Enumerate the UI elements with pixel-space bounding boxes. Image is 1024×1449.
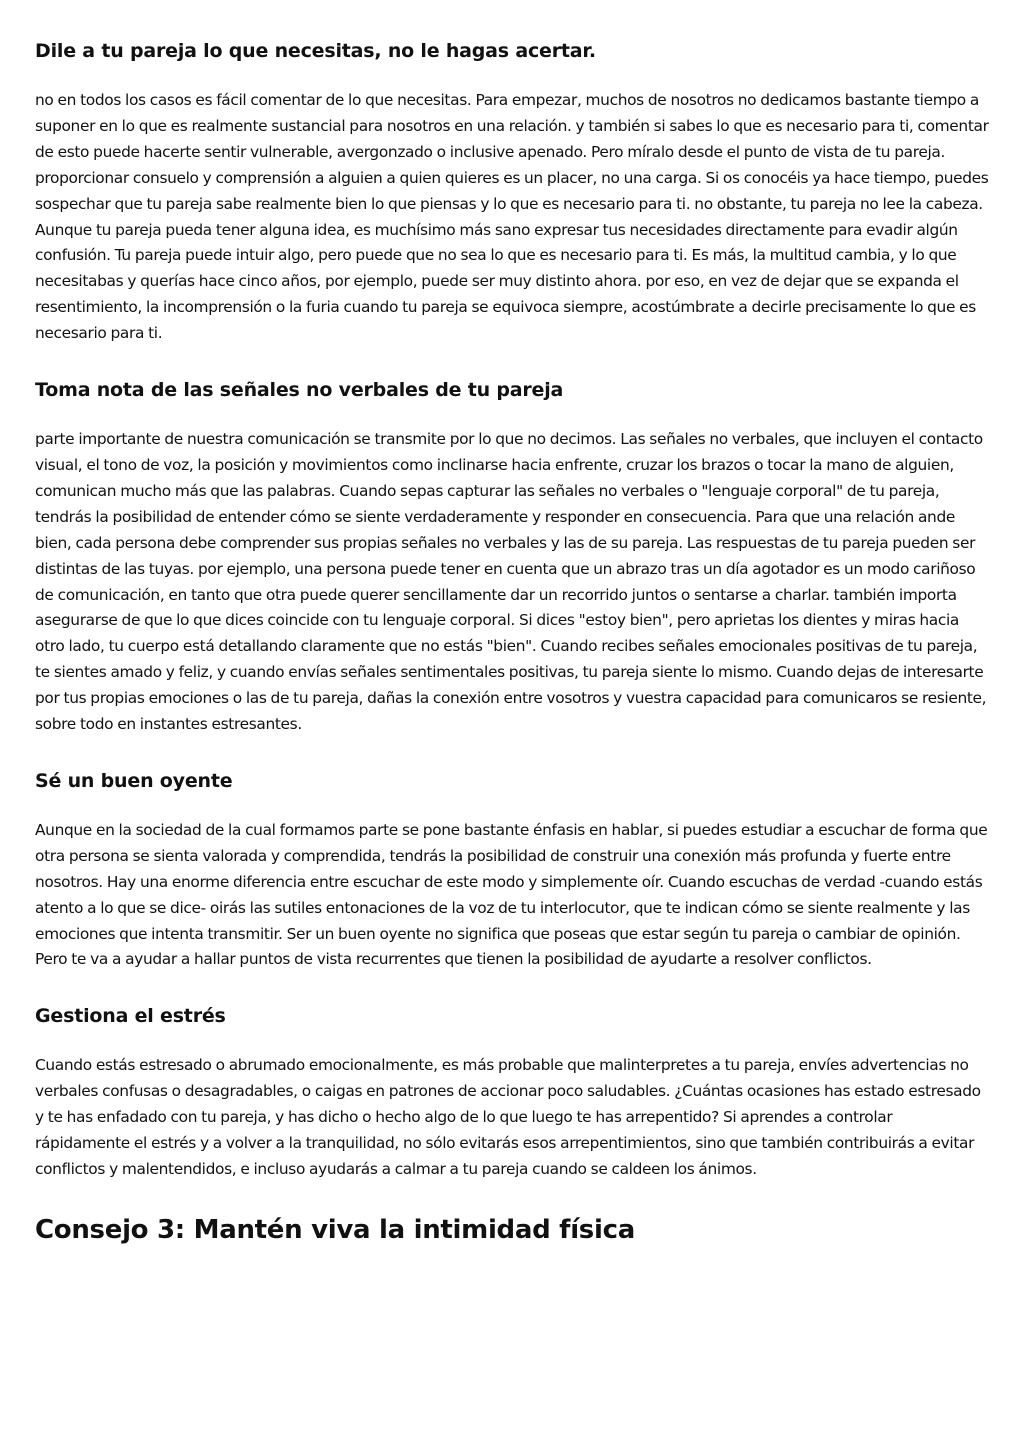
section-manage-stress [35, 1003, 990, 1183]
section-body: no en todos los casos es fácil comentar de lo que necesitas. Para empezar, muchos de nosotros no dedicamos bastante tiempo a suponer en lo que es realmente sustancial para nosotros en una relación. y también si sabes lo que es necesario para ti, comentar de esto puede hacerte sentir vulnerable, avergonzado o inclusive apenado. Pero míralo desde el punto de vista de tu pareja. proporcionar consuelo y comprensión a alguien a quien quieres es un placer, no una carga. Si os conocéis ya hace tiempo, puedes sospechar que tu pareja sabe realmente bien lo que piensas y lo que es necesario para ti. no obstante, tu pareja no lee la cabeza. Aunque tu pareja pueda tener alguna idea, es muchísimo más sano expresar tus necesidades directamente para evadir algún confusión. Tu pareja puede intuir algo, pero puede que no sea lo que es necesario para ti. Es más, la multitud cambia, y lo que necesitabas y querías hace cinco años, por ejemplo, puede ser muy distinto ahora. por eso, en vez de dejar que se expanda el resentimiento, la incomprensión o la furia cuando tu pareja se equivoca siempre, acostúmbrate a decirle precisamente lo que es necesario para ti. [35, 91, 989, 343]
section-heading: Gestiona el estrés [35, 1005, 226, 1028]
section-nonverbal-signals [35, 377, 990, 738]
section-heading: Sé un buen oyente [35, 769, 233, 792]
section-communicate-needs [35, 38, 990, 347]
section-heading: Dile a tu pareja lo que necesitas, no le hagas acertar. [35, 40, 596, 62]
section-good-listener [35, 768, 990, 973]
section-heading: Toma nota de las señales no verbales de tu pareja [35, 379, 564, 402]
tip-3-heading: Consejo 3: Mantén viva la intimidad física [35, 1214, 635, 1245]
section-body: parte importante de nuestra comunicación se transmite por lo que no decimos. Las señales no verbales, que incluyen el contacto visual, el tono de voz, la posición y movimientos como inclinarse hacia enfrente, cruzar los brazos o tocar la mano de alguien, comunican mucho más que las palabras. Cuando sepas capturar las señales no verbales o "lenguaje corporal" de tu pareja, tendrás la posibilidad de entender cómo se siente verdaderamente y responder en consecuencia. Para que una relación ande bien, cada persona debe comprender sus propias señales no verbales y las de su pareja. Las respuestas de tu pareja pueden ser distintas de las tuyas. por ejemplo, una persona puede tener en cuenta que un abrazo tras un día agotador es un modo cariñoso de comunicación, en tanto que otra puede querer sencillamente dar un recorrido juntos o sentarse a charlar. también importa asegurarse de que lo que dices coincide con tu lenguaje corporal. Si dices "estoy bien", pero aprietas los dientes y miras hacia otro lado, tu cuerpo está detallando claramente que no estás "bien". Cuando recibes señales emocionales positivas de tu pareja, te sientes amado y feliz, y cuando envías señales sentimentales positivas, tu pareja siente lo mismo. Cuando dejas de interesarte por tus propias emociones o las de tu pareja, dañas la conexión entre vosotros y vuestra capacidad para comunicaros se resiente, sobre todo en instantes estresantes. [35, 430, 987, 734]
article [35, 38, 990, 1247]
section-body: Cuando estás estresado o abrumado emocionalmente, es más probable que malinterpretes a tu pareja, envíes advertencias no verbales confusas o desagradables, o caigas en patrones de accionar poco saludables. ¿Cuántas ocasiones has estado estresado y te has enfadado con tu pareja, y has dicho o hecho algo de lo que luego te has arrepentido? Si aprendes a controlar rápidamente el estrés y a volver a la tranquilidad, no sólo evitarás esos arrepentimientos, sino que también contribuirás a evitar conflictos y malentendidos, e incluso ayudarás a calmar a tu pareja cuando se caldeen los ánimos. [35, 1056, 981, 1178]
section-body: Aunque en la sociedad de la cual formamos parte se pone bastante énfasis en hablar, si puedes estudiar a escuchar de forma que otra persona se sienta valorada y comprendida, tendrás la posibilidad de construir una conexión más profunda y fuerte entre nosotros. Hay una enorme diferencia entre escuchar de este modo y simplemente oír. Cuando escuchas de verdad -cuando estás atento a lo que se dice- oirás las sutiles entonaciones de la voz de tu interlocutor, que te indican cómo se siente realmente y las emociones que intenta transmitir. Ser un buen oyente no significa que poseas que estar según tu pareja o cambiar de opinión. Pero te va a ayudar a hallar puntos de vista recurrentes que tienen la posibilidad de ayudarte a resolver conflictos. [35, 820, 988, 969]
